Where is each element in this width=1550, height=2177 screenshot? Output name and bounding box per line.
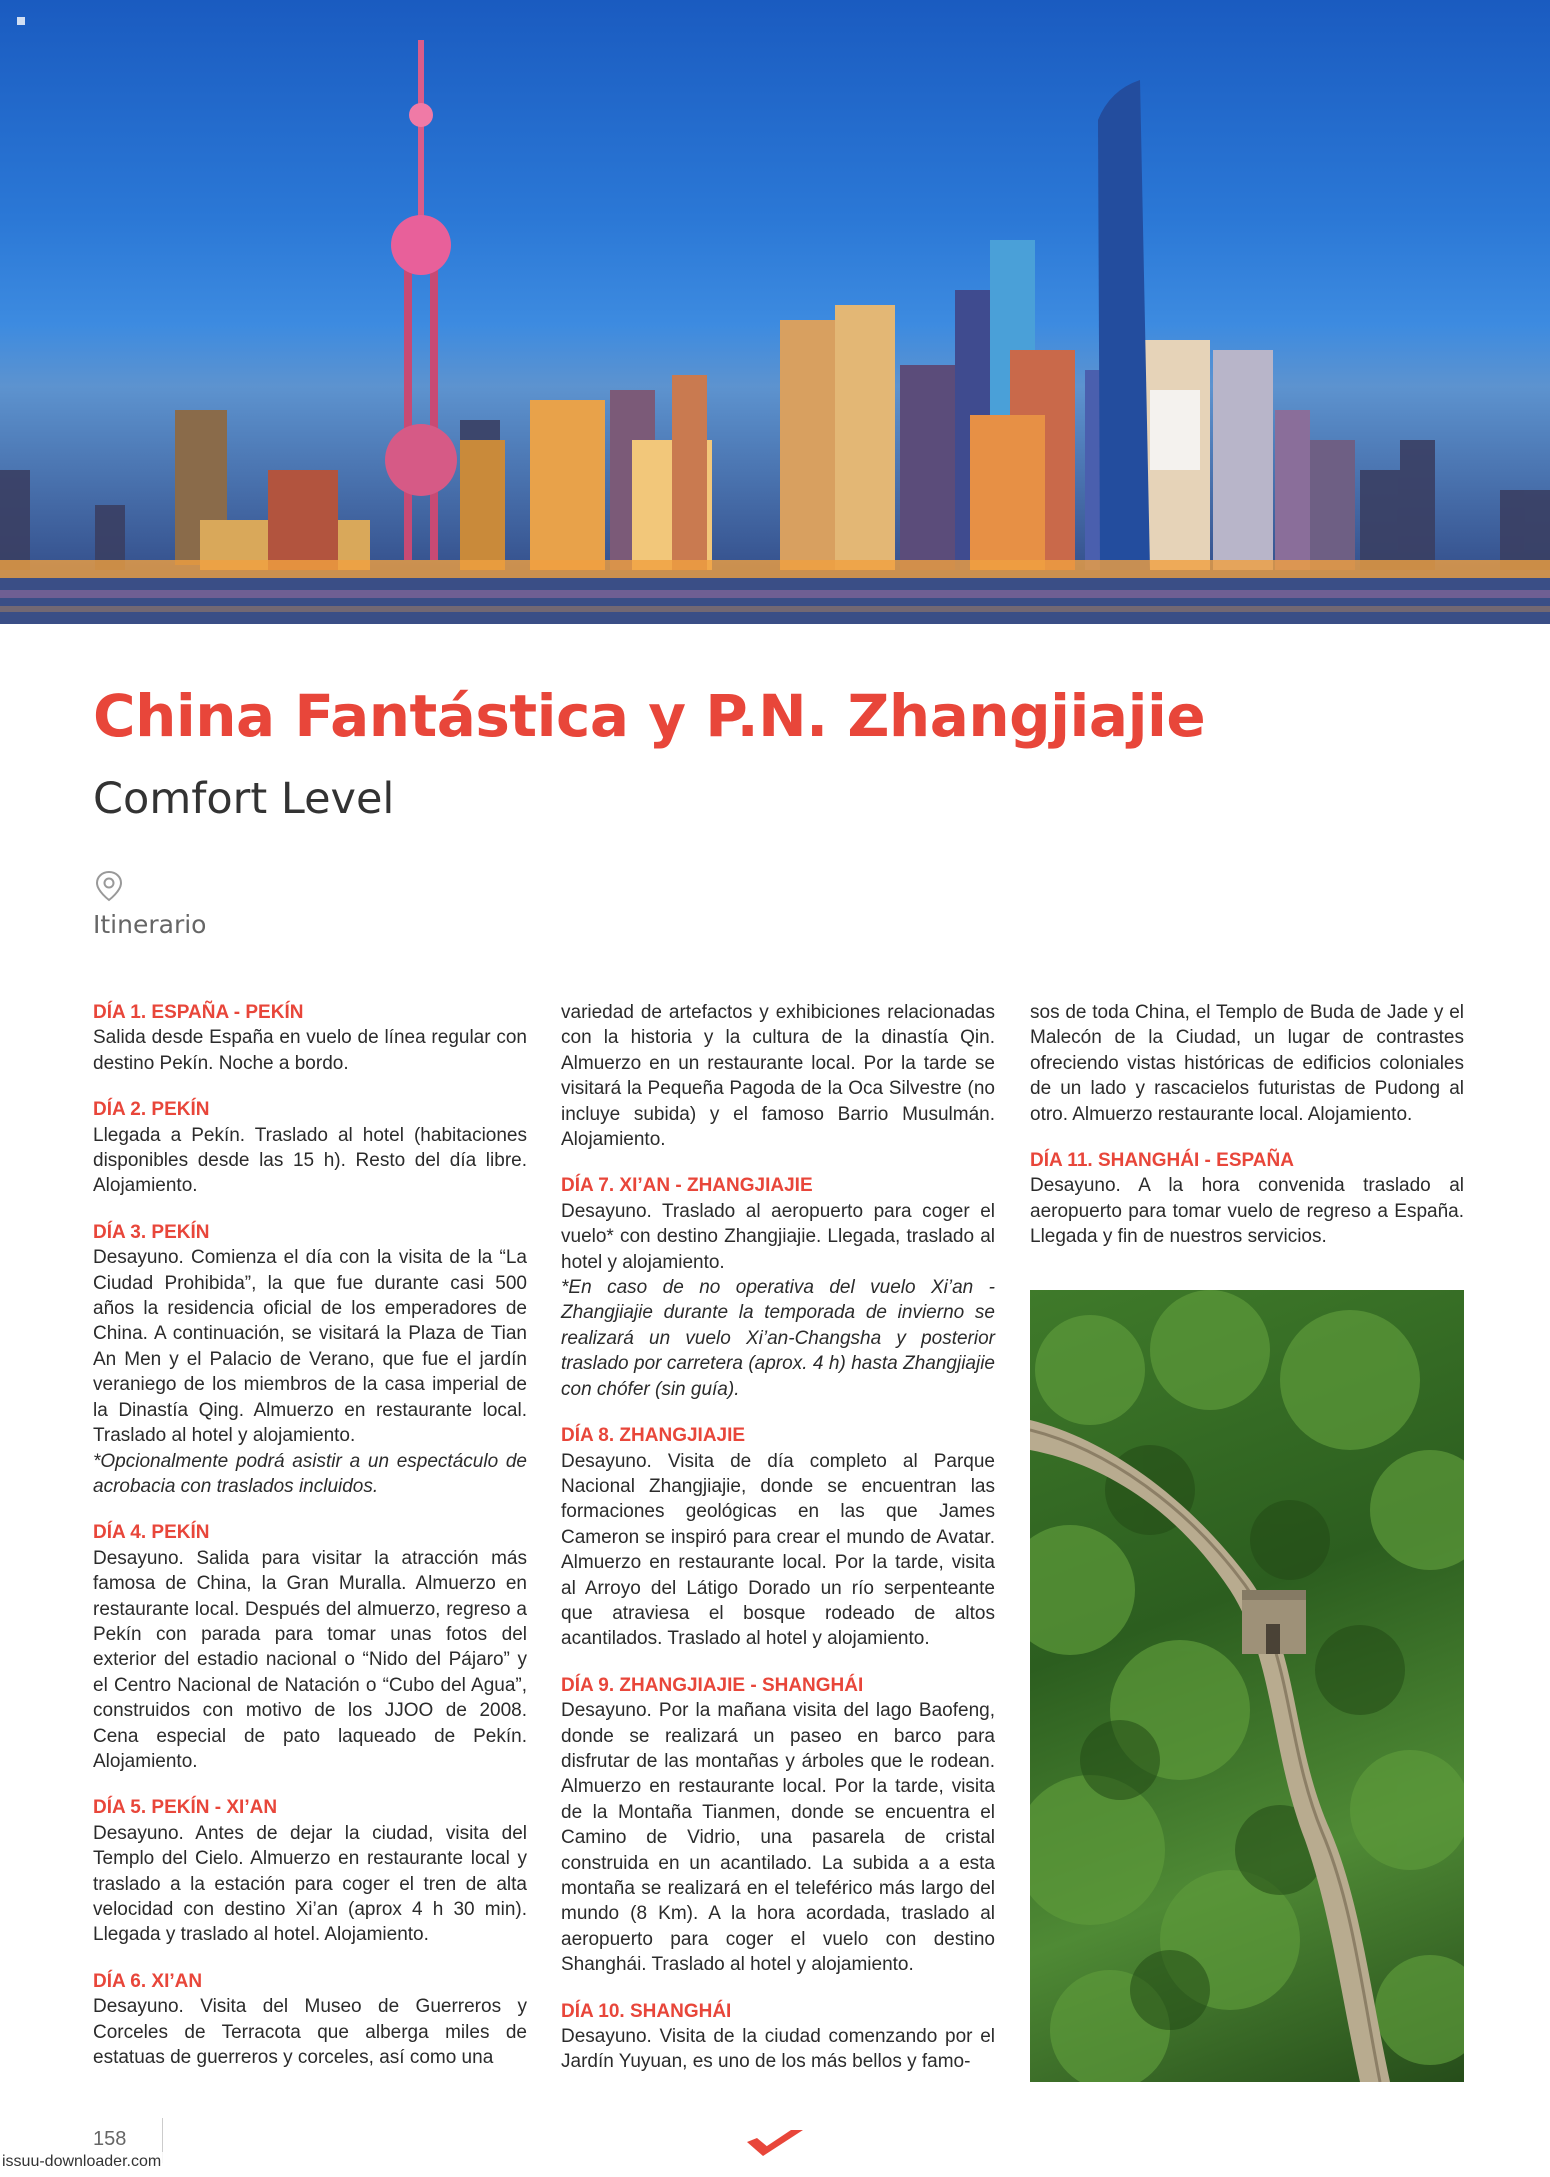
- day-8: [561, 1423, 995, 1652]
- day-7: [561, 1173, 995, 1402]
- day-text: Desayuno. Por la mañana visita del lago Baofeng, donde se realizará un paseo en barco para disfrutar de las montañas y árboles que le rodean. Almuerzo en restaurante local. Por la tarde, visita de la Montaña Tianmen, donde se encuentra el Camino de Vidrio, una pasarela de cristal construida en un acantilado. La subida a a esta montaña se realizará en el teleférico más largo del mundo (8 Km). A la hora acordada, traslado al aeropuerto para coger el vuelo con destino Shanghái. Traslado al hotel y alojamiento.: [561, 1700, 995, 1976]
- day-text: Desayuno. Visita de la ciudad comenzando por el Jardín Yuyuan, es uno de los más bellos y famo-: [561, 2026, 995, 2073]
- day-heading: DÍA 3. PEKÍN: [93, 1221, 210, 1243]
- page-title: China Fantástica y P.N. Zhangjiajie: [93, 682, 1206, 750]
- day-5: [93, 1795, 527, 1947]
- watermark: issuu-downloader.com: [2, 2153, 162, 2170]
- day-text: Desayuno. Comienza el día con la visita de la “La Ciudad Prohibida”, la que fue durante casi 500 años la residencia oficial de los emperadores de China. A continuación, se visitará la Plaza de Tian An Men y el Palacio de Verano, que fue el jardín veraniego de los miembros de la casa imperial de la Dinastía Qing. Almuerzo en restaurante local. Traslado al hotel y alojamiento.: [93, 1247, 527, 1447]
- day-11: [1030, 1148, 1464, 1250]
- day-3: [93, 1220, 527, 1499]
- day-note: *Opcionalmente podrá asistir a un espectáculo de acrobacia con traslados incluidos.: [93, 1450, 527, 1497]
- day-4: [93, 1520, 527, 1774]
- day-text: Desayuno. Visita del Museo de Guerreros y Corceles de Terracota que alberga miles de estatuas de guerreros y corceles, así como una: [93, 1996, 527, 2069]
- day-note: *En caso de no operativa del vuelo Xi’an - Zhangjiajie durante la temporada de invierno se realizará un vuelo Xi’an-Changsha y posterior traslado por carretera (aprox. 4 h) hasta Zhangjiajie con chófer (sin guía).: [561, 1277, 995, 1400]
- page-subtitle: Comfort Level: [93, 774, 395, 824]
- itinerary-column-3: [1030, 1000, 1464, 1271]
- day-10-continuation: sos de toda China, el Templo de Buda de Jade y el Malecón de la Ciudad, un lugar de contrastes ofreciendo vistas históricas de edificios coloniales de un lado y rascacielos futuristas de Pudong al otro. Almuerzo restaurante local. Alojamiento.: [1030, 1002, 1464, 1125]
- day-heading: DÍA 9. ZHANGJIAJIE - SHANGHÁI: [561, 1674, 864, 1696]
- day-heading: DÍA 2. PEKÍN: [93, 1099, 210, 1121]
- day-2: [93, 1097, 527, 1199]
- page-number: 158: [93, 2128, 127, 2150]
- day-heading: DÍA 4. PEKÍN: [93, 1522, 210, 1544]
- day-text: Desayuno. Traslado al aeropuerto para coger el vuelo* con destino Zhangjiajie. Llegada, traslado al hotel y alojamiento.: [561, 1200, 995, 1273]
- check-logo-icon: [745, 2126, 807, 2162]
- itinerary-label: Itinerario: [93, 910, 207, 939]
- day-1: [93, 1000, 527, 1076]
- day-heading: DÍA 10. SHANGHÁI: [561, 2000, 732, 2022]
- day-heading: DÍA 8. ZHANGJIAJIE: [561, 1425, 746, 1447]
- day-text: Desayuno. A la hora convenida traslado al aeropuerto para tomar vuelo de regreso a España. Llegada y fin de nuestros servicios.: [1030, 1175, 1464, 1248]
- corner-marker: [17, 17, 25, 25]
- great-wall-illustration: [1030, 1290, 1464, 2082]
- day-text: Salida desde España en vuelo de línea regular con destino Pekín. Noche a bordo.: [93, 1027, 527, 1074]
- day-9: [561, 1673, 995, 1978]
- day-heading: DÍA 6. XI’AN: [93, 1970, 203, 1992]
- day-heading: DÍA 11. SHANGHÁI - ESPAÑA: [1030, 1150, 1294, 1172]
- hero-photo-shanghai-skyline: [0, 0, 1550, 624]
- day-heading: DÍA 7. XI’AN - ZHANGJIAJIE: [561, 1175, 813, 1197]
- skyline-illustration: [0, 0, 1550, 624]
- day-6: [93, 1969, 527, 2071]
- map-pin-icon: [94, 870, 124, 902]
- day-heading: DÍA 5. PEKÍN - XI’AN: [93, 1797, 278, 1819]
- day-text: Llegada a Pekín. Traslado al hotel (habitaciones disponibles desde las 15 h). Resto del día libre. Alojamiento.: [93, 1124, 527, 1197]
- day-6-continuation: variedad de artefactos y exhibiciones relacionadas con la historia y la cultura de la dinastía Qin. Almuerzo en un restaurante local. Por la tarde se visitará la Pequeña Pagoda de la Oca Silvestre (no incluye subida) y el famoso Barrio Musulmán. Alojamiento.: [561, 1002, 995, 1151]
- day-text: Desayuno. Antes de dejar la ciudad, visita del Templo del Cielo. Almuerzo en restaurante local y traslado a la estación para coger el tren de alta velocidad con destino Xi’an (aprox 4 h 30 min). Llegada y traslado al hotel. Alojamiento.: [93, 1822, 527, 1946]
- itinerary-column-2: [561, 1000, 995, 2096]
- day-text: Desayuno. Salida para visitar la atracción más famosa de China, la Gran Muralla. Almuerzo en restaurante local. Después del almuerzo, regreso a Pekín con parada para tomar unas fotos del exterior del estadio nacional o “Nido del Pájaro” y el Centro Nacional de Natación o “Cubo del Agua”, construidos con motivo de los JJOO de 2008. Cena especial de pato laqueado de Pekín. Alojamiento.: [93, 1547, 527, 1772]
- great-wall-photo: [1030, 1290, 1464, 2082]
- day-10: [561, 1999, 995, 2075]
- day-heading: DÍA 1. ESPAÑA - PEKÍN: [93, 1002, 304, 1023]
- day-text: Desayuno. Visita de día completo al Parque Nacional Zhangjiajie, donde se encuentran las formaciones geológicas en las que James Cameron se inspiró para crear el mundo de Avatar. Almuerzo en restaurante local. Por la tarde, visita al Arroyo del Látigo Dorado un río serpenteante que atraviesa el bosque rodeado de altos acantilados. Traslado al hotel y alojamiento.: [561, 1450, 995, 1650]
- itinerary-column-1: [93, 1000, 527, 2091]
